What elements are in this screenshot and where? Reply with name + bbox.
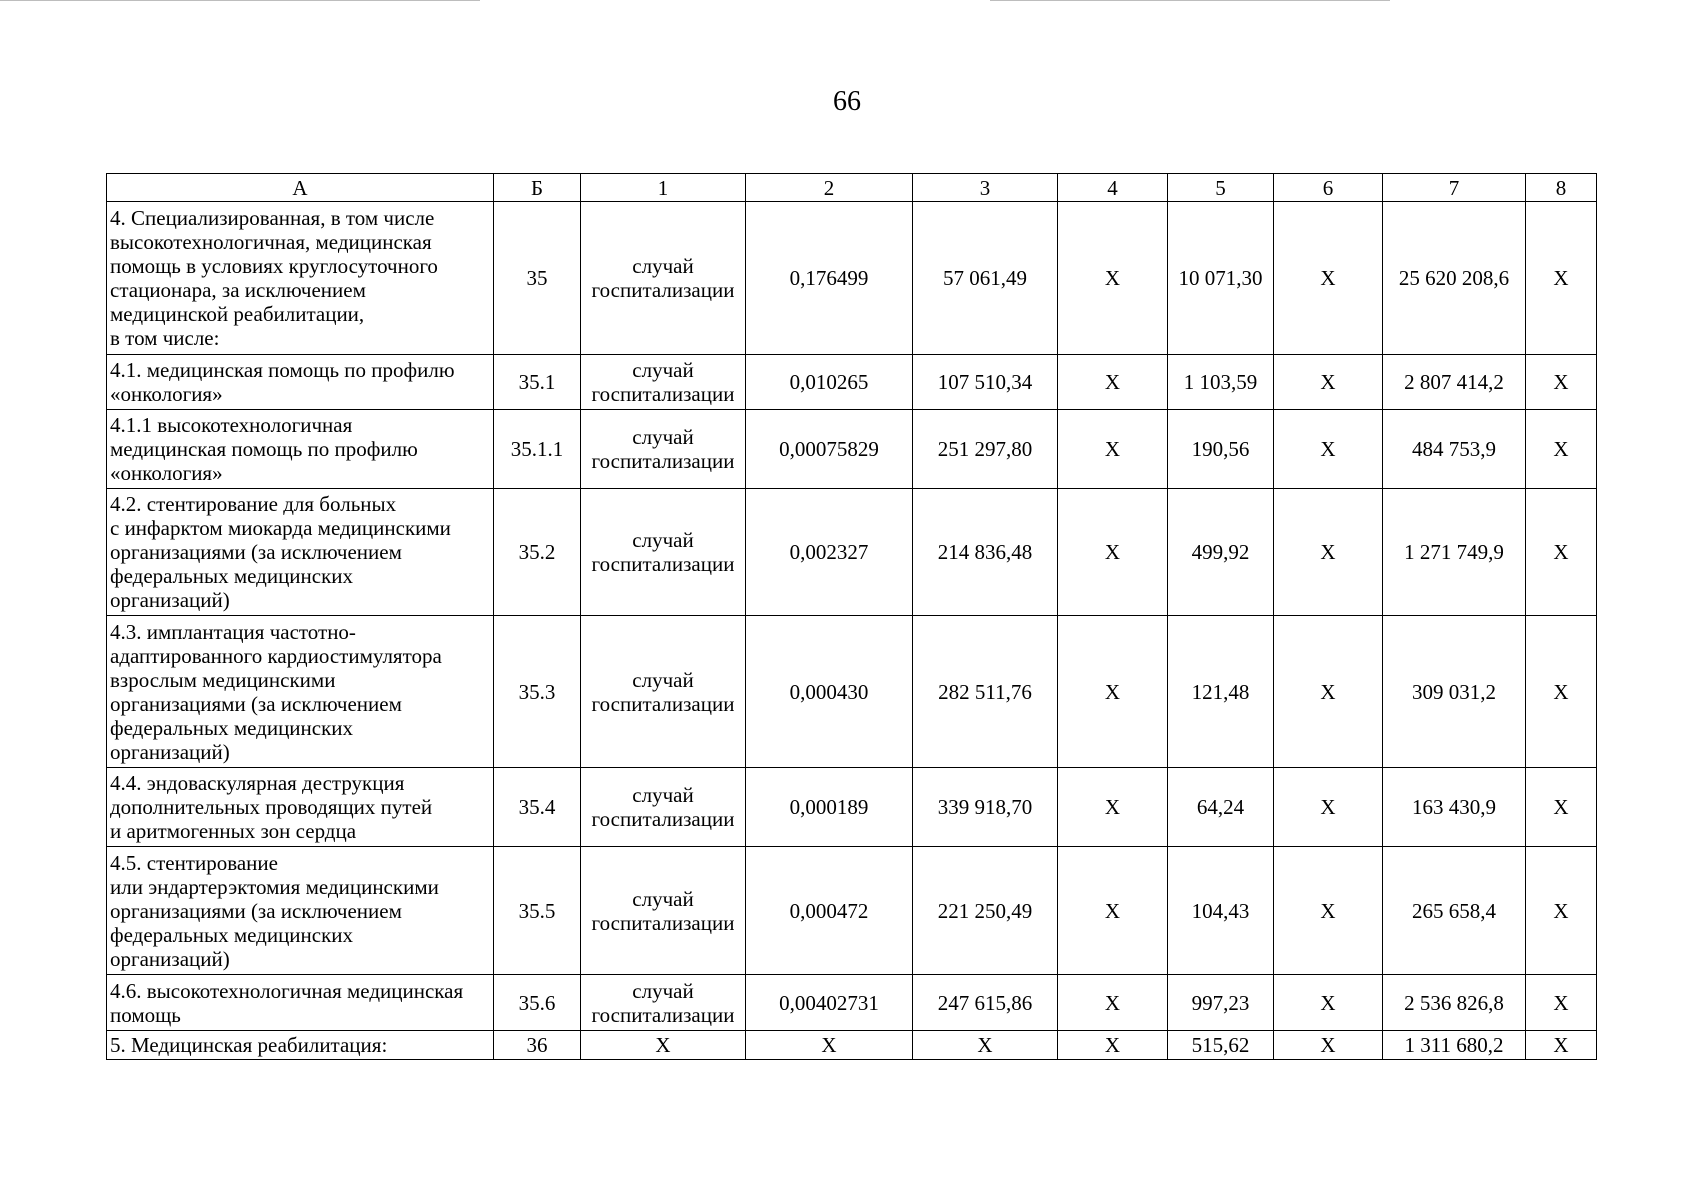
row-col3-cell: 214 836,48 — [913, 489, 1058, 616]
row-col6-cell: X — [1274, 202, 1383, 355]
row-col4-cell: X — [1058, 202, 1168, 355]
row-col4-cell: X — [1058, 975, 1168, 1031]
row-col4-cell: X — [1058, 616, 1168, 768]
row-col7-cell: 484 753,9 — [1383, 410, 1526, 489]
row-col7-cell: 265 658,4 — [1383, 847, 1526, 975]
row-code-cell: 35.4 — [494, 768, 581, 847]
row-col5-cell: 121,48 — [1168, 616, 1274, 768]
row-col5-cell: 190,56 — [1168, 410, 1274, 489]
row-col5-cell: 104,43 — [1168, 847, 1274, 975]
row-code-cell: 35.2 — [494, 489, 581, 616]
row-col2-cell: 0,000430 — [746, 616, 913, 768]
table-row — [107, 847, 1597, 975]
row-col4-cell: X — [1058, 410, 1168, 489]
row-col7-cell: 1 271 749,9 — [1383, 489, 1526, 616]
table-row — [107, 489, 1597, 616]
row-col5-cell: 10 071,30 — [1168, 202, 1274, 355]
row-unit-cell: случай госпитализации — [581, 202, 746, 355]
row-unit-cell: случай госпитализации — [581, 616, 746, 768]
table-row — [107, 410, 1597, 489]
row-col6-cell: X — [1274, 768, 1383, 847]
row-col7-cell: 309 031,2 — [1383, 616, 1526, 768]
header-cell: 3 — [913, 174, 1058, 202]
row-col6-cell: X — [1274, 847, 1383, 975]
row-unit-cell: случай госпитализации — [581, 355, 746, 410]
row-col8-cell: X — [1526, 1031, 1597, 1060]
row-col8-cell: X — [1526, 616, 1597, 768]
row-name-cell: 4.1. медицинская помощь по профилю «онкология» — [107, 355, 494, 410]
row-col2-cell: X — [746, 1031, 913, 1060]
row-name-cell: 4.3. имплантация частотно- адаптированного кардиостимулятора взрослым медицинскими организациями (за исключением федеральных медицинских организаций) — [107, 616, 494, 768]
row-col3-cell: 57 061,49 — [913, 202, 1058, 355]
header-cell: 2 — [746, 174, 913, 202]
row-col6-cell: X — [1274, 355, 1383, 410]
row-col7-cell: 2 807 414,2 — [1383, 355, 1526, 410]
row-col3-cell: X — [913, 1031, 1058, 1060]
row-unit-cell: X — [581, 1031, 746, 1060]
row-name-cell: 4.2. стентирование для больных с инфарктом миокарда медицинскими организациями (за исключением федеральных медицинских организаций) — [107, 489, 494, 616]
row-unit-cell: случай госпитализации — [581, 847, 746, 975]
row-col3-cell: 107 510,34 — [913, 355, 1058, 410]
row-col6-cell: X — [1274, 489, 1383, 616]
row-col7-cell: 25 620 208,6 — [1383, 202, 1526, 355]
row-col8-cell: X — [1526, 847, 1597, 975]
row-code-cell: 35.1.1 — [494, 410, 581, 489]
header-cell: Б — [494, 174, 581, 202]
row-col8-cell: X — [1526, 489, 1597, 616]
row-code-cell: 36 — [494, 1031, 581, 1060]
row-code-cell: 35 — [494, 202, 581, 355]
row-col2-cell: 0,00402731 — [746, 975, 913, 1031]
row-col2-cell: 0,000472 — [746, 847, 913, 975]
row-code-cell: 35.6 — [494, 975, 581, 1031]
header-cell: 6 — [1274, 174, 1383, 202]
row-col3-cell: 247 615,86 — [913, 975, 1058, 1031]
row-col3-cell: 282 511,76 — [913, 616, 1058, 768]
table-row — [107, 975, 1597, 1031]
page-number: 66 — [833, 86, 861, 117]
row-col2-cell: 0,000189 — [746, 768, 913, 847]
row-col5-cell: 515,62 — [1168, 1031, 1274, 1060]
row-col2-cell: 0,002327 — [746, 489, 913, 616]
table-row — [107, 1031, 1597, 1060]
row-unit-cell: случай госпитализации — [581, 410, 746, 489]
header-cell: 8 — [1526, 174, 1597, 202]
header-cell: 4 — [1058, 174, 1168, 202]
row-code-cell: 35.5 — [494, 847, 581, 975]
row-col6-cell: X — [1274, 410, 1383, 489]
header-cell: 7 — [1383, 174, 1526, 202]
table-row — [107, 355, 1597, 410]
row-col8-cell: X — [1526, 410, 1597, 489]
row-col4-cell: X — [1058, 489, 1168, 616]
row-code-cell: 35.1 — [494, 355, 581, 410]
row-name-cell: 4.4. эндоваскулярная деструкция дополнительных проводящих путей и аритмогенных зон сердца — [107, 768, 494, 847]
row-col7-cell: 163 430,9 — [1383, 768, 1526, 847]
row-name-cell: 4. Специализированная, в том числе высокотехнологичная, медицинская помощь в условиях круглосуточного стационара, за исключением медицинской реабилитации, в том числе: — [107, 202, 494, 355]
table-row — [107, 768, 1597, 847]
row-name-cell: 4.5. стентирование или эндартерэктомия медицинскими организациями (за исключением федеральных медицинских организаций) — [107, 847, 494, 975]
row-col6-cell: X — [1274, 616, 1383, 768]
table-row — [107, 202, 1597, 355]
row-col8-cell: X — [1526, 768, 1597, 847]
header-row — [107, 174, 1597, 202]
row-col3-cell: 221 250,49 — [913, 847, 1058, 975]
row-col5-cell: 64,24 — [1168, 768, 1274, 847]
row-unit-cell: случай госпитализации — [581, 975, 746, 1031]
row-col8-cell: X — [1526, 202, 1597, 355]
row-col3-cell: 251 297,80 — [913, 410, 1058, 489]
scan-edge-line — [990, 0, 1390, 1]
row-col4-cell: X — [1058, 1031, 1168, 1060]
row-name-cell: 5. Медицинская реабилитация: — [107, 1031, 494, 1060]
data-table — [106, 173, 1597, 1060]
table-row — [107, 616, 1597, 768]
row-col8-cell: X — [1526, 355, 1597, 410]
row-col6-cell: X — [1274, 975, 1383, 1031]
row-col2-cell: 0,00075829 — [746, 410, 913, 489]
row-col7-cell: 1 311 680,2 — [1383, 1031, 1526, 1060]
row-col4-cell: X — [1058, 355, 1168, 410]
row-col2-cell: 0,176499 — [746, 202, 913, 355]
row-col5-cell: 499,92 — [1168, 489, 1274, 616]
row-name-cell: 4.6. высокотехнологичная медицинская помощь — [107, 975, 494, 1031]
row-col4-cell: X — [1058, 768, 1168, 847]
row-col2-cell: 0,010265 — [746, 355, 913, 410]
row-code-cell: 35.3 — [494, 616, 581, 768]
row-col5-cell: 997,23 — [1168, 975, 1274, 1031]
row-col7-cell: 2 536 826,8 — [1383, 975, 1526, 1031]
row-col8-cell: X — [1526, 975, 1597, 1031]
row-col4-cell: X — [1058, 847, 1168, 975]
row-col5-cell: 1 103,59 — [1168, 355, 1274, 410]
row-unit-cell: случай госпитализации — [581, 489, 746, 616]
row-name-cell: 4.1.1 высокотехнологичная медицинская помощь по профилю «онкология» — [107, 410, 494, 489]
header-cell: 1 — [581, 174, 746, 202]
row-col3-cell: 339 918,70 — [913, 768, 1058, 847]
row-unit-cell: случай госпитализации — [581, 768, 746, 847]
header-cell: А — [107, 174, 494, 202]
header-cell: 5 — [1168, 174, 1274, 202]
row-col6-cell: X — [1274, 1031, 1383, 1060]
scan-edge-line — [0, 0, 480, 1]
